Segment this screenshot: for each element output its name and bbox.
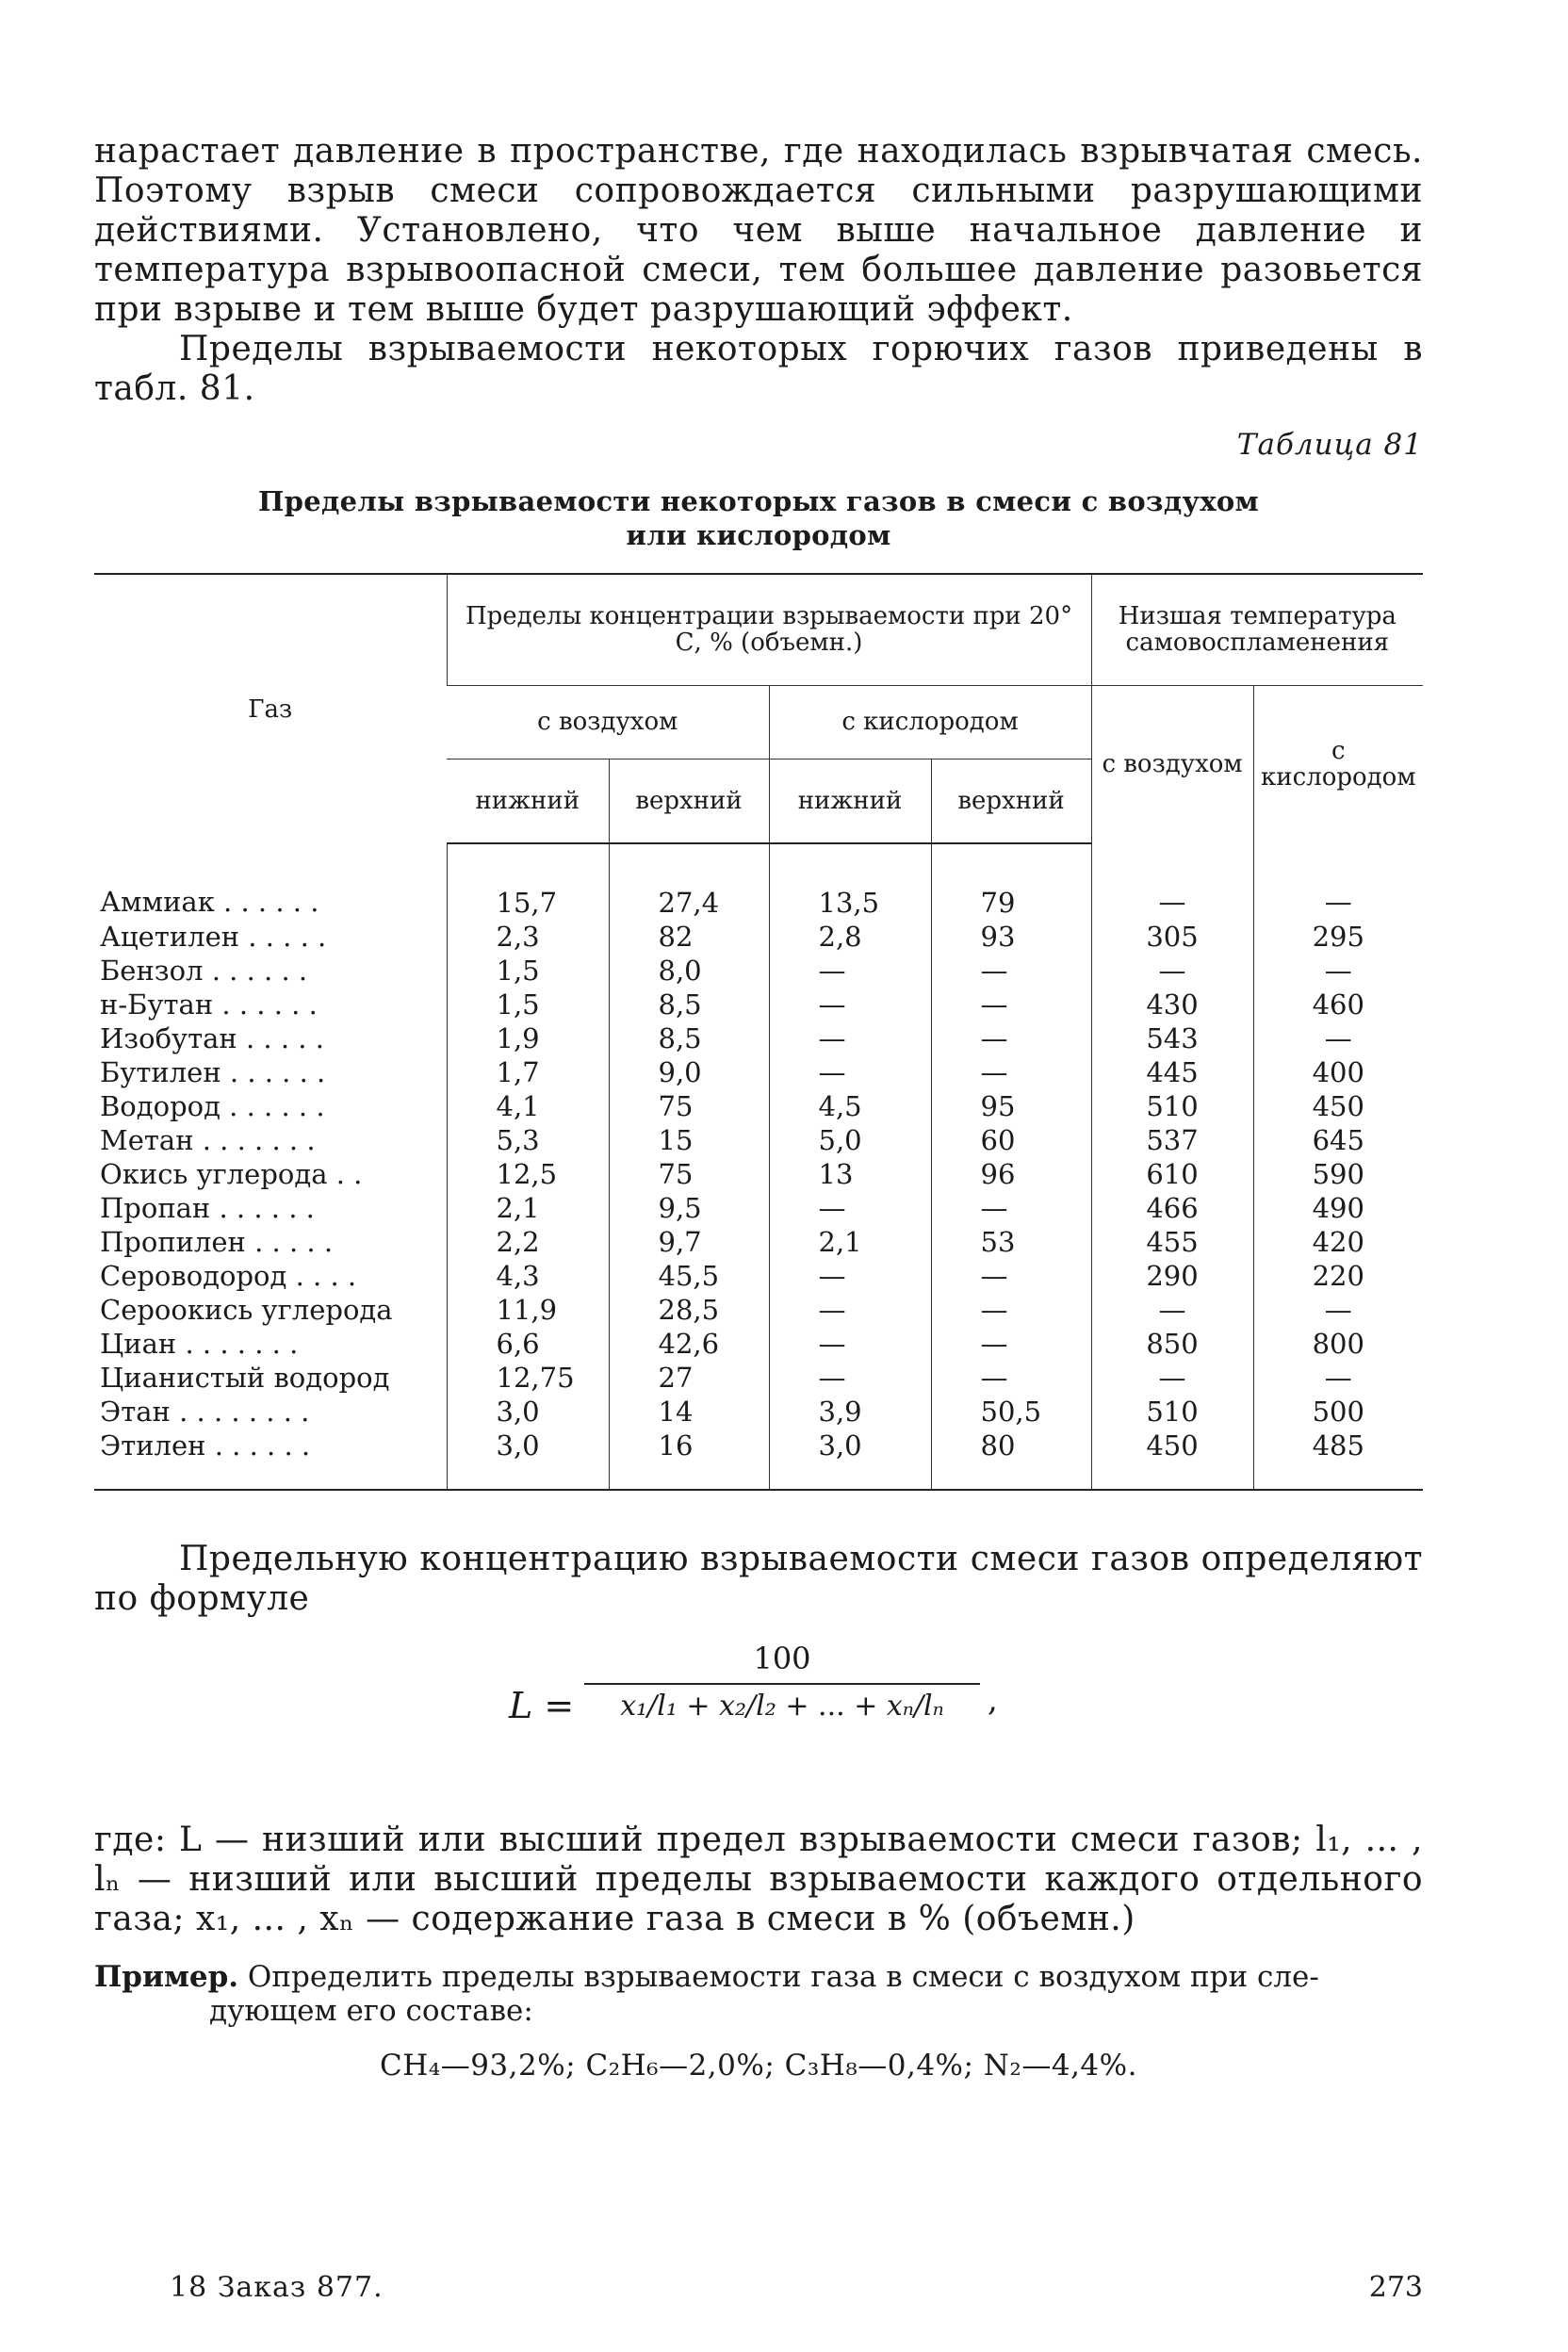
temp-air-value: 445 — [1091, 1055, 1253, 1089]
temp-oxygen-value: 460 — [1253, 988, 1423, 1021]
temp-air-value: — — [1091, 843, 1253, 920]
example-label: Пример. — [94, 1960, 239, 1994]
ellipsis: ... — [818, 1690, 845, 1723]
air-lower-value: 3,0 — [447, 1429, 609, 1490]
oxygen-lower-value: 13 — [769, 1157, 931, 1191]
temp-oxygen-value: 800 — [1253, 1327, 1423, 1361]
gas-name: Окись углерода . . — [100, 1158, 363, 1190]
oxygen-lower-value: 2,1 — [769, 1225, 931, 1259]
gas-name: Водород . . . . . . — [100, 1090, 325, 1122]
oxygen-lower-value: 13,5 — [769, 843, 931, 920]
air-upper-value: 15 — [609, 1123, 769, 1157]
oxygen-lower-value: 2,8 — [769, 920, 931, 954]
gas-name: Бутилен . . . . . . — [100, 1056, 326, 1088]
air-lower-value: 5,3 — [447, 1123, 609, 1157]
air-lower-value: 1,5 — [447, 988, 609, 1021]
formula-denominator — [584, 1689, 980, 1724]
air-upper-value: 9,5 — [609, 1191, 769, 1225]
table-row — [94, 843, 1423, 920]
formula-numerator: 100 — [753, 1641, 811, 1676]
header-concentration-limits: Пределы концентрации взрываемости при 20° С, % (объемн.) — [447, 574, 1091, 685]
temp-air-value: 305 — [1091, 920, 1253, 954]
oxygen-upper-value: 95 — [931, 1089, 1091, 1123]
air-lower-value: 4,1 — [447, 1089, 609, 1123]
temp-oxygen-value: 590 — [1253, 1157, 1423, 1191]
temp-oxygen-value: — — [1253, 1293, 1423, 1327]
header-air-lower: нижний — [447, 759, 609, 843]
table-row — [94, 1361, 1423, 1395]
oxygen-upper-value: — — [931, 1191, 1091, 1225]
table-row — [94, 1395, 1423, 1429]
table-row — [94, 1293, 1423, 1327]
header-gas: Газ — [94, 574, 447, 843]
header-with-air: с воздухом — [447, 685, 769, 759]
air-lower-value: 1,5 — [447, 954, 609, 988]
gas-name: Ацетилен . . . . . — [100, 921, 327, 953]
oxygen-lower-value: 5,0 — [769, 1123, 931, 1157]
mixture-limit-formula — [94, 1630, 1423, 1809]
air-lower-value: 1,9 — [447, 1021, 609, 1055]
table-row — [94, 1021, 1423, 1055]
temp-oxygen-value: — — [1253, 1361, 1423, 1395]
term-n: xₙ/lₙ — [886, 1690, 944, 1723]
air-lower-value: 12,5 — [447, 1157, 609, 1191]
formula-intro: Предельную концентрацию взрываемости смеси газов определяют по формуле — [94, 1540, 1423, 1618]
oxygen-lower-value: — — [769, 1293, 931, 1327]
air-upper-value: 16 — [609, 1429, 769, 1490]
table-row — [94, 1429, 1423, 1490]
table-row — [94, 1157, 1423, 1191]
oxygen-upper-value: — — [931, 1327, 1091, 1361]
table-row — [94, 1055, 1423, 1089]
temp-oxygen-value: — — [1253, 843, 1423, 920]
temp-air-value: 466 — [1091, 1191, 1253, 1225]
formula-comma: , — [988, 1681, 998, 1719]
air-lower-value: 15,7 — [447, 843, 609, 920]
temp-oxygen-value: 220 — [1253, 1259, 1423, 1293]
example-text-continued: дующем его составе: — [209, 1994, 533, 2028]
oxygen-upper-value: — — [931, 1259, 1091, 1293]
gas-name: Метан . . . . . . . — [100, 1124, 316, 1156]
temp-oxygen-value: 500 — [1253, 1395, 1423, 1429]
temp-oxygen-value: — — [1253, 954, 1423, 988]
temp-air-value: 455 — [1091, 1225, 1253, 1259]
temp-oxygen-value: 420 — [1253, 1225, 1423, 1259]
table-title — [94, 484, 1423, 552]
temp-oxygen-value: 490 — [1253, 1191, 1423, 1225]
temp-air-value: — — [1091, 1361, 1253, 1395]
header-oxygen-upper: верхний — [931, 759, 1091, 843]
air-lower-value: 6,6 — [447, 1327, 609, 1361]
temp-air-value: 430 — [1091, 988, 1253, 1021]
gas-name: Цианистый водород — [100, 1362, 390, 1394]
air-upper-value: 9,7 — [609, 1225, 769, 1259]
fraction-bar — [584, 1683, 980, 1685]
plus-sign: + — [686, 1690, 710, 1723]
plus-sign: + — [785, 1690, 809, 1723]
book-page — [94, 132, 1423, 2304]
air-lower-value: 4,3 — [447, 1259, 609, 1293]
table-row — [94, 1123, 1423, 1157]
temp-air-value: — — [1091, 1293, 1253, 1327]
oxygen-upper-value: 53 — [931, 1225, 1091, 1259]
temp-air-value: — — [1091, 954, 1253, 988]
table-row — [94, 920, 1423, 954]
oxygen-upper-value: 93 — [931, 920, 1091, 954]
oxygen-upper-value: 50,5 — [931, 1395, 1091, 1429]
table-row — [94, 1089, 1423, 1123]
header-temp-air: с воздухом — [1091, 685, 1253, 843]
gas-name: Аммиак . . . . . . — [100, 886, 319, 918]
air-upper-value: 82 — [609, 920, 769, 954]
air-upper-value: 8,0 — [609, 954, 769, 988]
example-text: Определить пределы взрываемости газа в смеси с воздухом при сле- — [247, 1960, 1319, 1994]
air-upper-value: 42,6 — [609, 1327, 769, 1361]
header-ignition-temperature: Низшая температура самовоспламенения — [1091, 574, 1423, 685]
formula-fraction — [584, 1640, 980, 1724]
air-upper-value: 8,5 — [609, 1021, 769, 1055]
air-upper-value: 75 — [609, 1157, 769, 1191]
temp-air-value: 510 — [1091, 1089, 1253, 1123]
table-row — [94, 1225, 1423, 1259]
oxygen-upper-value: — — [931, 988, 1091, 1021]
air-upper-value: 75 — [609, 1089, 769, 1123]
air-lower-value: 12,75 — [447, 1361, 609, 1395]
oxygen-lower-value: 3,9 — [769, 1395, 931, 1429]
temp-air-value: 450 — [1091, 1429, 1253, 1490]
gas-name: Изобутан . . . . . — [100, 1022, 324, 1054]
oxygen-upper-value: — — [931, 1293, 1091, 1327]
oxygen-upper-value: — — [931, 1021, 1091, 1055]
formula-lhs: L = — [509, 1685, 575, 1726]
gas-name: Циан . . . . . . . — [100, 1328, 299, 1360]
header-oxygen-lower: нижний — [769, 759, 931, 843]
temp-oxygen-value: 400 — [1253, 1055, 1423, 1089]
table-number: Таблица 81 — [1236, 428, 1423, 462]
oxygen-upper-value: 96 — [931, 1157, 1091, 1191]
temp-oxygen-value: 485 — [1253, 1429, 1423, 1490]
temp-air-value: 510 — [1091, 1395, 1253, 1429]
oxygen-lower-value: 4,5 — [769, 1089, 931, 1123]
oxygen-upper-value: 80 — [931, 1429, 1091, 1490]
table-row — [94, 1191, 1423, 1225]
air-upper-value: 45,5 — [609, 1259, 769, 1293]
paragraph-table-reference: Пределы взрываемости некоторых горючих газов приведены в табл. 81. — [94, 330, 1423, 408]
gas-name: Сероокись углерода — [100, 1294, 393, 1326]
gas-name: н-Бутан . . . . . . — [100, 988, 318, 1021]
oxygen-lower-value: — — [769, 1327, 931, 1361]
table-row — [94, 1259, 1423, 1293]
air-upper-value: 9,0 — [609, 1055, 769, 1089]
gas-name: Бензол . . . . . . — [100, 955, 308, 987]
header-temp-oxygen: с кислородом — [1253, 685, 1423, 843]
oxygen-lower-value: — — [769, 1021, 931, 1055]
air-upper-value: 28,5 — [609, 1293, 769, 1327]
oxygen-upper-value: 60 — [931, 1123, 1091, 1157]
air-upper-value: 14 — [609, 1395, 769, 1429]
table-title-line-1: Пределы взрываемости некоторых газов в смеси с воздухом — [257, 485, 1260, 517]
air-upper-value: 8,5 — [609, 988, 769, 1021]
oxygen-upper-value: — — [931, 1361, 1091, 1395]
oxygen-lower-value: 3,0 — [769, 1429, 931, 1490]
air-lower-value: 3,0 — [447, 1395, 609, 1429]
air-lower-value: 2,3 — [447, 920, 609, 954]
air-lower-value: 2,1 — [447, 1191, 609, 1225]
gas-name: Пропан . . . . . . — [100, 1192, 315, 1224]
temp-air-value: 543 — [1091, 1021, 1253, 1055]
gas-name: Этилен . . . . . . — [94, 1429, 447, 1490]
table-row — [94, 988, 1423, 1021]
oxygen-lower-value: — — [769, 1259, 931, 1293]
gas-composition: CH₄—93,2%; C₂H₆—2,0%; C₃H₈—0,4%; N₂—4,4%. — [380, 2049, 1137, 2082]
header-with-oxygen: с кислородом — [769, 685, 1091, 759]
oxygen-upper-value: — — [931, 954, 1091, 988]
gas-name: Этан . . . . . . . . — [100, 1396, 310, 1428]
paragraph-continuation: нарастает давление в пространстве, где находилась взрывчатая смесь. Поэтому взрыв смеси сопровождается сильными разрушающими действиями. Установлено, что чем выше начальное давление и температура взрывоопасной смеси, тем большее давление разовьется при взрыве и тем выше будет разрушающий эффект. — [94, 132, 1423, 329]
temp-oxygen-value: 295 — [1253, 920, 1423, 954]
air-lower-value: 2,2 — [447, 1225, 609, 1259]
temp-oxygen-value: — — [1253, 1021, 1423, 1055]
table-row — [94, 954, 1423, 988]
oxygen-upper-value: 79 — [931, 843, 1091, 920]
oxygen-lower-value: — — [769, 988, 931, 1021]
air-upper-value: 27,4 — [609, 843, 769, 920]
oxygen-lower-value: — — [769, 954, 931, 988]
air-lower-value: 11,9 — [447, 1293, 609, 1327]
air-upper-value: 27 — [609, 1361, 769, 1395]
temp-air-value: 290 — [1091, 1259, 1253, 1293]
temp-air-value: 610 — [1091, 1157, 1253, 1191]
oxygen-lower-value: — — [769, 1055, 931, 1089]
gas-name: Пропилен . . . . . — [100, 1226, 334, 1258]
table-row — [94, 1327, 1423, 1361]
oxygen-lower-value: — — [769, 1191, 931, 1225]
gas-name: Сероводород . . . . — [100, 1260, 357, 1292]
header-air-upper: верхний — [609, 759, 769, 843]
temp-air-value: 850 — [1091, 1327, 1253, 1361]
explosion-limits-table — [94, 573, 1423, 1491]
table-title-line-2: или кислородом — [626, 519, 891, 551]
oxygen-lower-value: — — [769, 1361, 931, 1395]
temp-oxygen-value: 450 — [1253, 1089, 1423, 1123]
term-2: x₂/l₂ — [719, 1690, 776, 1723]
plus-sign: + — [854, 1690, 878, 1723]
temp-air-value: 537 — [1091, 1123, 1253, 1157]
page-number: 273 — [1368, 2271, 1423, 2304]
air-lower-value: 1,7 — [447, 1055, 609, 1089]
term-1: x₁/l₁ — [620, 1690, 678, 1723]
example-block — [94, 1960, 1423, 2028]
formula-explanation: где: L — низший или высший предел взрываемости смеси газов; l₁, ... , lₙ — низший или высший пределы взрываемости каждого отдельного газа; x₁, ... , xₙ — содержание газа в смеси в % (объемн.) — [94, 1821, 1423, 1938]
temp-oxygen-value: 645 — [1253, 1123, 1423, 1157]
printing-order: 18 Заказ 877. — [170, 2271, 384, 2304]
oxygen-upper-value: — — [931, 1055, 1091, 1089]
